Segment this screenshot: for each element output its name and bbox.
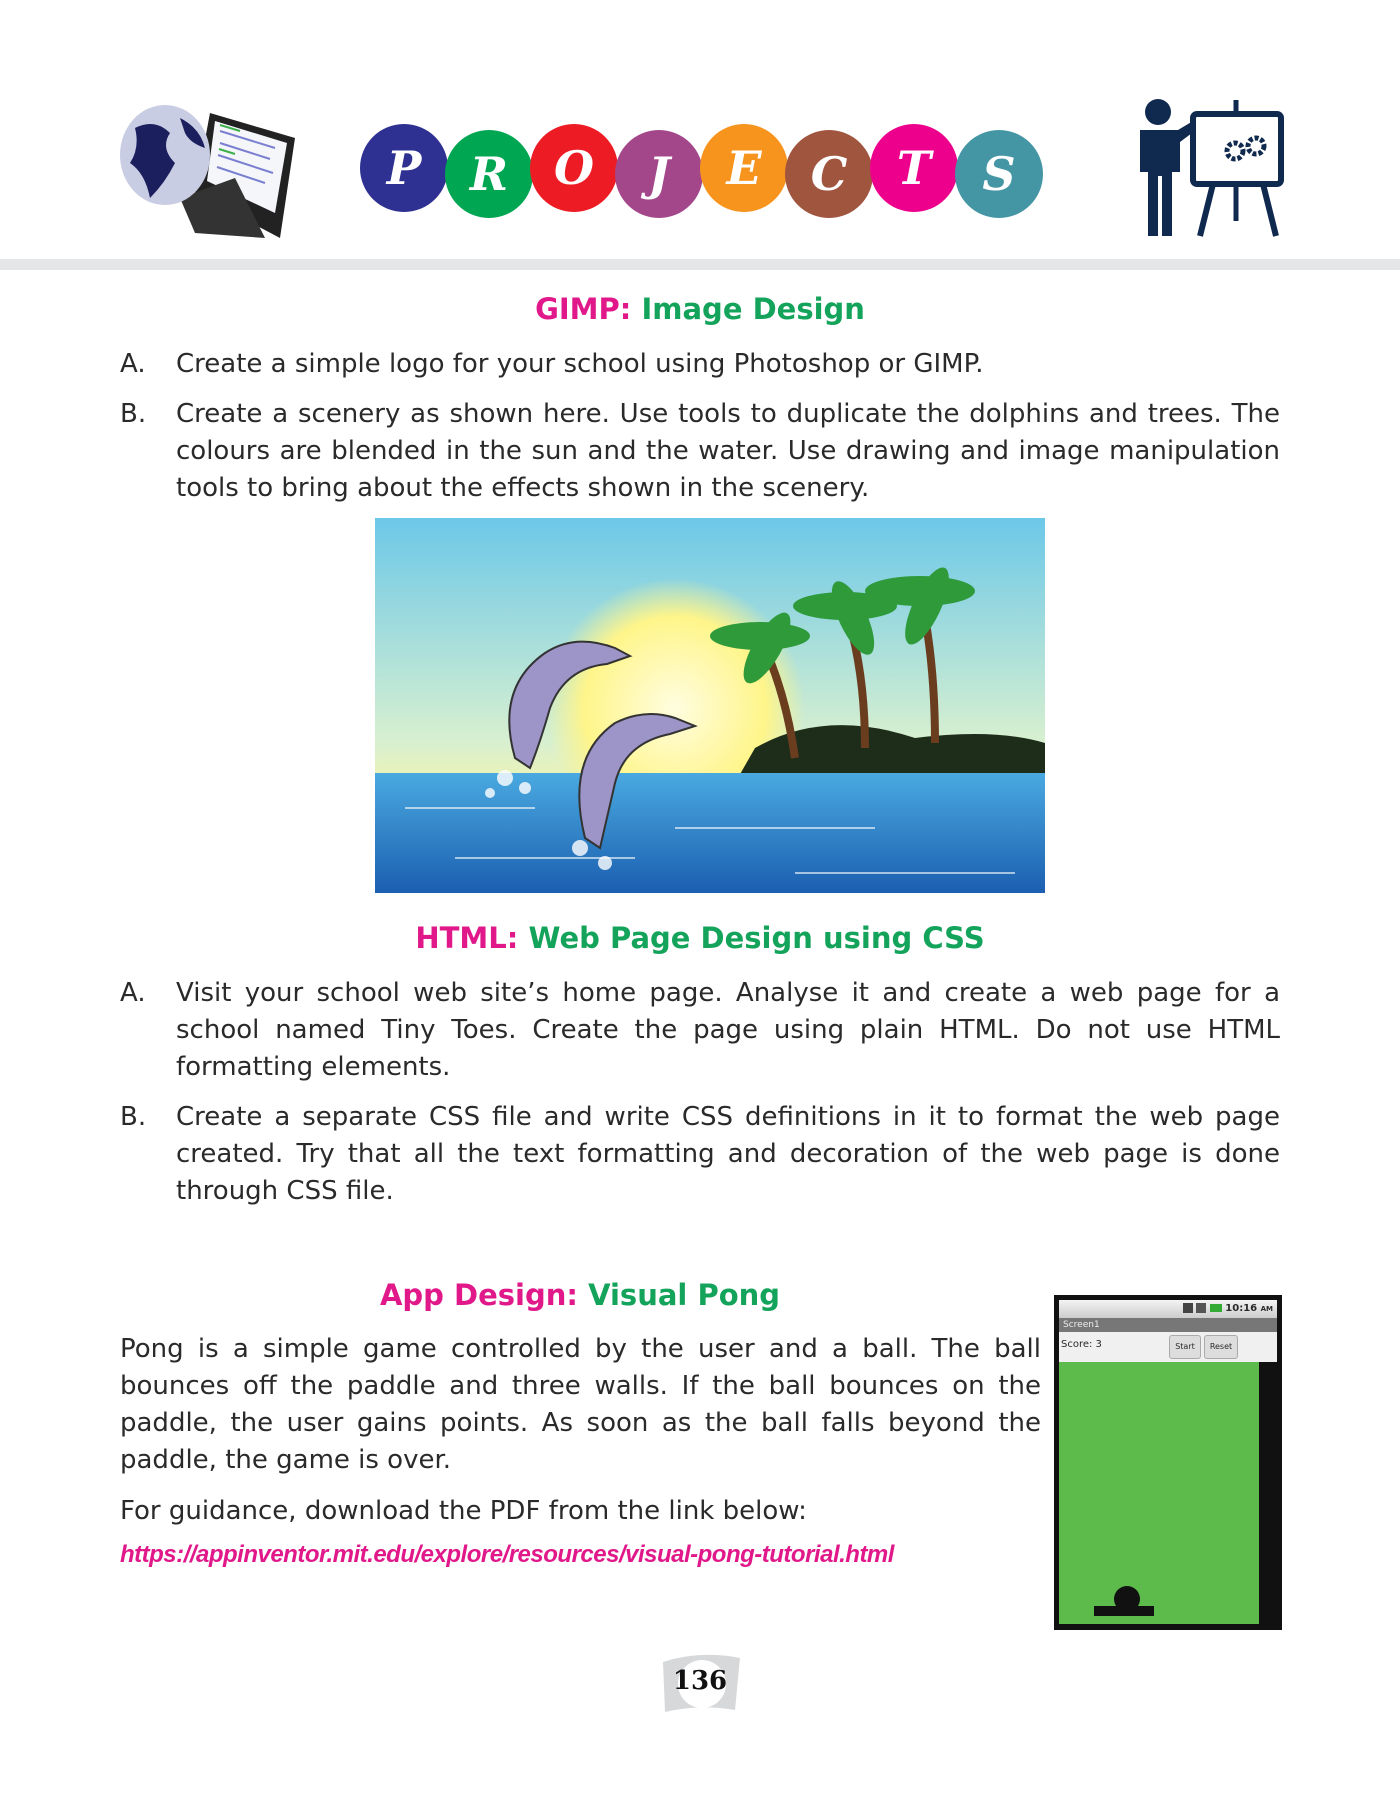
- heading-prefix: App Design:: [379, 1278, 578, 1312]
- heading-title: Image Design: [641, 292, 865, 326]
- heading-prefix: GIMP:: [535, 292, 632, 326]
- item-text: Create a separate CSS file and write CSS definitions in it to format the web page created. Try that all the text formatting and decoration of the web page is done through CSS file.: [176, 1102, 1280, 1206]
- title-letter-r: R: [445, 130, 533, 218]
- presenter-board-icon: [1128, 96, 1288, 238]
- network-icon: [1183, 1303, 1193, 1313]
- html-task-list: [120, 975, 1280, 1223]
- status-bar: [1059, 1300, 1277, 1318]
- start-button[interactable]: Start: [1169, 1335, 1201, 1359]
- screen-title: Screen1: [1059, 1318, 1277, 1332]
- title-letter-p: P: [360, 124, 448, 212]
- signal-icon: [1196, 1303, 1206, 1313]
- score-row: [1059, 1332, 1277, 1362]
- item-label: A.: [120, 349, 146, 379]
- item-text: Create a simple logo for your school using Photoshop or GIMP.: [176, 349, 984, 379]
- page-number: 136: [672, 1666, 728, 1696]
- gimp-task-list: [120, 346, 1280, 520]
- reset-button[interactable]: Reset: [1204, 1335, 1238, 1359]
- title-letter-c: C: [785, 130, 873, 218]
- title-letter-j: J: [615, 130, 703, 218]
- tutorial-link[interactable]: https://appinventor.mit.edu/explore/resources/visual-pong-tutorial.html: [120, 1541, 894, 1568]
- list-item: [120, 1099, 1280, 1210]
- pong-app-screenshot: [1054, 1295, 1282, 1630]
- paddle: [1094, 1606, 1154, 1616]
- projects-title: [360, 124, 1050, 216]
- title-letter-o: O: [530, 124, 618, 212]
- list-item: [120, 396, 1280, 507]
- gimp-heading: [0, 292, 1400, 326]
- item-text: Create a scenery as shown here. Use tools to duplicate the dolphins and trees. The colours are blended in the sun and the water. Use drawing and image manipulation tools to bring about the effects shown in the scenery.: [176, 399, 1280, 503]
- list-item: [120, 346, 1280, 383]
- item-label: B.: [120, 1102, 147, 1132]
- globe-laptop-icon: [115, 103, 300, 238]
- title-letter-e: E: [700, 124, 788, 212]
- heading-title: Web Page Design using CSS: [528, 921, 985, 955]
- battery-icon: [1210, 1304, 1222, 1312]
- header-divider: [0, 259, 1400, 270]
- list-item: [120, 975, 1280, 1086]
- clock-ampm: AM: [1260, 1305, 1273, 1313]
- page-number-badge: [655, 1648, 745, 1718]
- heading-title: Visual Pong: [588, 1278, 781, 1312]
- html-heading: [0, 921, 1400, 955]
- clock-time: 10:16: [1225, 1303, 1258, 1314]
- item-label: B.: [120, 399, 147, 429]
- app-description: Pong is a simple game controlled by the user and a ball. The ball bounces off the paddle and three walls. If the ball bounces on the paddle, the user gains points. As soon as the ball falls beyond the paddle, the game is over.: [120, 1334, 1041, 1475]
- heading-prefix: HTML:: [415, 921, 519, 955]
- title-letter-s: S: [955, 130, 1043, 218]
- guidance-text: For guidance, download the PDF from the link below:: [120, 1496, 807, 1526]
- scenery-image: [375, 518, 1045, 893]
- game-canvas[interactable]: [1059, 1362, 1259, 1624]
- title-letter-t: T: [870, 124, 958, 212]
- item-text: Visit your school web site’s home page. Analyse it and create a web page for a school named Tiny Toes. Create the page using plain HTML. Do not use HTML formatting elements.: [176, 978, 1280, 1082]
- app-heading: [300, 1278, 860, 1312]
- score-label: Score: 3: [1061, 1339, 1102, 1350]
- item-label: A.: [120, 978, 146, 1008]
